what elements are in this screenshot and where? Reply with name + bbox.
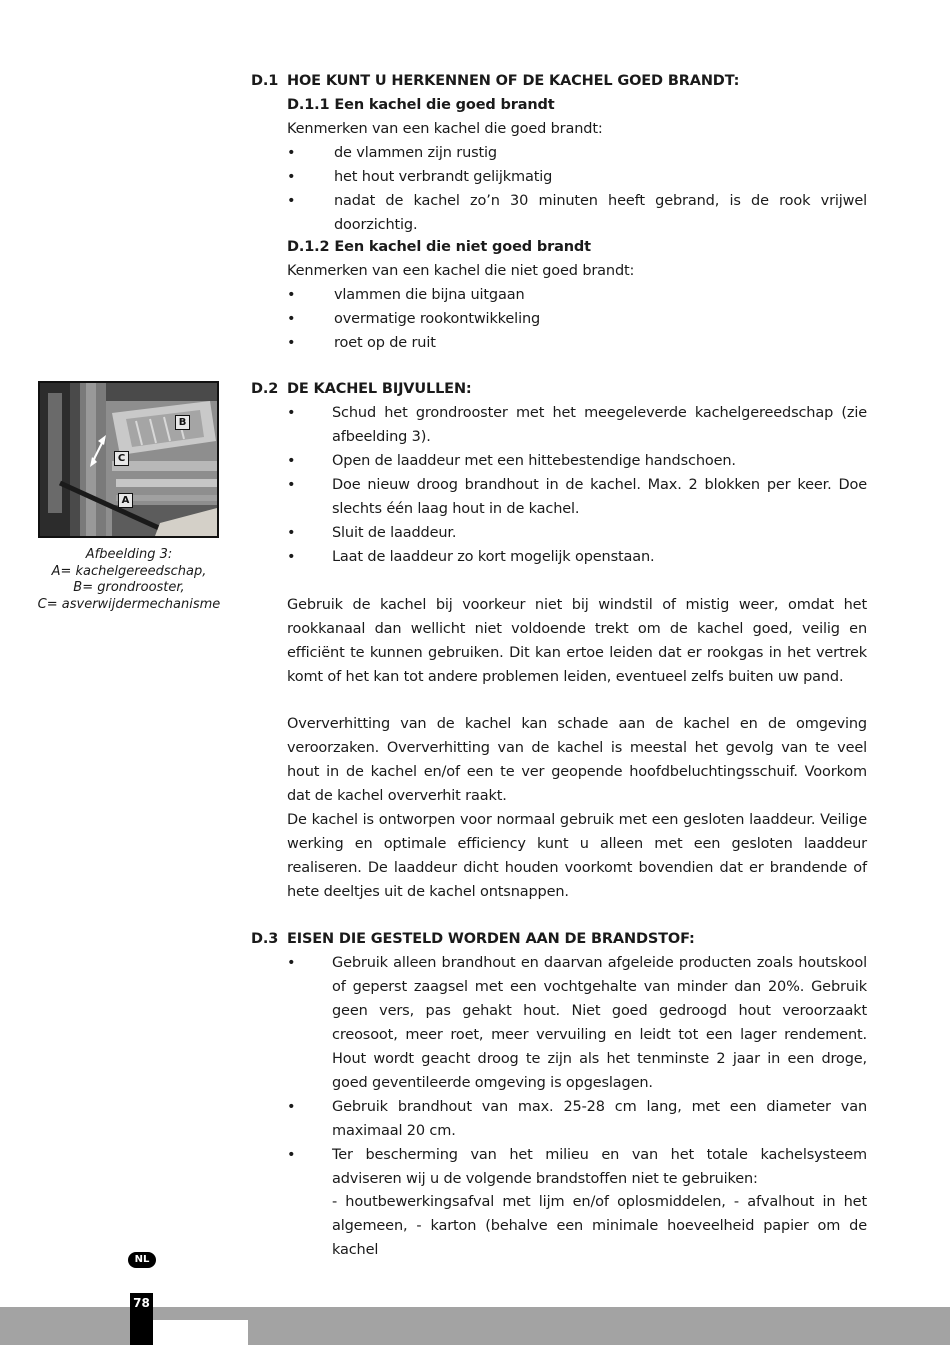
list-d1-2 xyxy=(287,283,867,355)
list-item: • de vlammen zijn rustig xyxy=(287,141,867,165)
list-item: • vlammen die bijna uitgaan xyxy=(287,283,867,307)
figure-label-c: C xyxy=(114,451,129,466)
paragraph-d2-1: Gebruik de kachel bij voorkeur niet bij windstil of mistig weer, omdat het rookkanaal dan wellicht niet voldoende trekt om de kachel goed, veilig en efficiënt te kunnen gebruiken. Dit kan ertoe leiden dat er rookgas in het vertrek komt of het kan tot andere problemen leiden, eventueel zelfs buiten uw pand. xyxy=(287,597,867,685)
list-item: • overmatige rookontwikkeling xyxy=(287,307,867,331)
paragraph-d2-3: De kachel is ontworpen voor normaal gebruik met een gesloten laaddeur. Veilige werking en optimale efficiency kunt u alleen met een gesloten laaddeur realiseren. De laaddeur dicht houden voorkomt bovendien dat er brandende of hete deeltjes uit de kachel ontsnappen. xyxy=(287,812,867,900)
paragraph-d2-2: Oververhitting van de kachel kan schade aan de kachel en de omgeving veroorzaken. Oververhitting van de kachel is meestal het gevolg van te veel hout in de kachel en/of een te ver geopende hoofdbeluchtingsschuif. Voorkom dat de kachel oververhit raakt. xyxy=(287,716,867,804)
list-item: • Laat de laaddeur zo kort mogelijk openstaan. xyxy=(287,545,867,569)
caption-line: B= grondrooster, xyxy=(73,580,185,595)
list-item: • het hout verbrandt gelijkmatig xyxy=(287,165,867,189)
caption-line: A= kachelgereedschap, xyxy=(51,563,207,579)
stove-photo xyxy=(38,381,219,538)
paragraph-d3-continuation: - houtbewerkingsafval met lijm en/of oplosmiddelen, - afvalhout in het algemeen, - karton (behalve een minimale hoeveelheid papier om de kachel xyxy=(332,1194,867,1258)
figure-label-b: B xyxy=(175,415,190,430)
list-d3 xyxy=(287,951,867,1191)
intro-d1-1: Kenmerken van een kachel die goed brandt: xyxy=(287,121,603,137)
list-d1-1 xyxy=(287,141,867,237)
page-number: 78 xyxy=(133,1296,150,1310)
list-item: • Ter bescherming van het milieu en van het totale kachelsysteem adviseren wij u de volgende brandstoffen niet te gebruiken: xyxy=(287,1143,867,1191)
section-number-d2: D.2 xyxy=(251,381,279,397)
figure-caption xyxy=(30,547,228,613)
section-number-d1: D.1 xyxy=(251,73,279,89)
language-badge: NL xyxy=(128,1252,156,1268)
figure-label-a: A xyxy=(118,493,133,508)
list-item: • roet op de ruit xyxy=(287,331,867,355)
section-title-d1: HOE KUNT U HERKENNEN OF DE KACHEL GOED BRANDT: xyxy=(287,73,740,89)
section-title-d3: EISEN DIE GESTELD WORDEN AAN DE BRANDSTOF: xyxy=(287,931,695,947)
caption-line: Afbeelding 3: xyxy=(85,547,173,562)
footer-white-block xyxy=(153,1320,248,1345)
list-item: • Gebruik brandhout van max. 25-28 cm lang, met een diameter van maximaal 20 cm. xyxy=(287,1095,867,1143)
list-item: • Open de laaddeur met een hittebestendige handschoen. xyxy=(287,449,867,473)
list-item: • Sluit de laaddeur. xyxy=(287,521,867,545)
caption-line: C= asverwijdermechanisme xyxy=(37,596,221,612)
subsection-title-d1-1: D.1.1 Een kachel die goed brandt xyxy=(287,97,555,113)
section-title-d2: DE KACHEL BIJVULLEN: xyxy=(287,381,472,397)
list-item: • Gebruik alleen brandhout en daarvan afgeleide producten zoals houtskool of geperst zaagsel met een vochtgehalte van minder dan 20%. Gebruik geen vers, pas gehakt hout. Niet goed gedroogd hout veroorzaakt creosoot, meer roet, meer vervuiling en leidt tot een lager rendement. Hout wordt geacht droog te zijn als het tenminste 2 jaar in een droge, goed geventileerde omgeving is opgeslagen. xyxy=(287,951,867,1095)
section-number-d3: D.3 xyxy=(251,931,279,947)
list-item: • nadat de kachel zo’n 30 minuten heeft gebrand, is de rook vrijwel doorzichtig. xyxy=(287,189,867,237)
subsection-title-d1-2: D.1.2 Een kachel die niet goed brandt xyxy=(287,239,591,255)
list-d2 xyxy=(287,401,867,569)
list-item: • Doe nieuw droog brandhout in de kachel. Max. 2 blokken per keer. Doe slechts één laag hout in de kachel. xyxy=(287,473,867,521)
list-item: • Schud het grondrooster met het meegeleverde kachelgereedschap (zie afbeelding 3). xyxy=(287,401,867,449)
intro-d1-2: Kenmerken van een kachel die niet goed brandt: xyxy=(287,263,635,279)
